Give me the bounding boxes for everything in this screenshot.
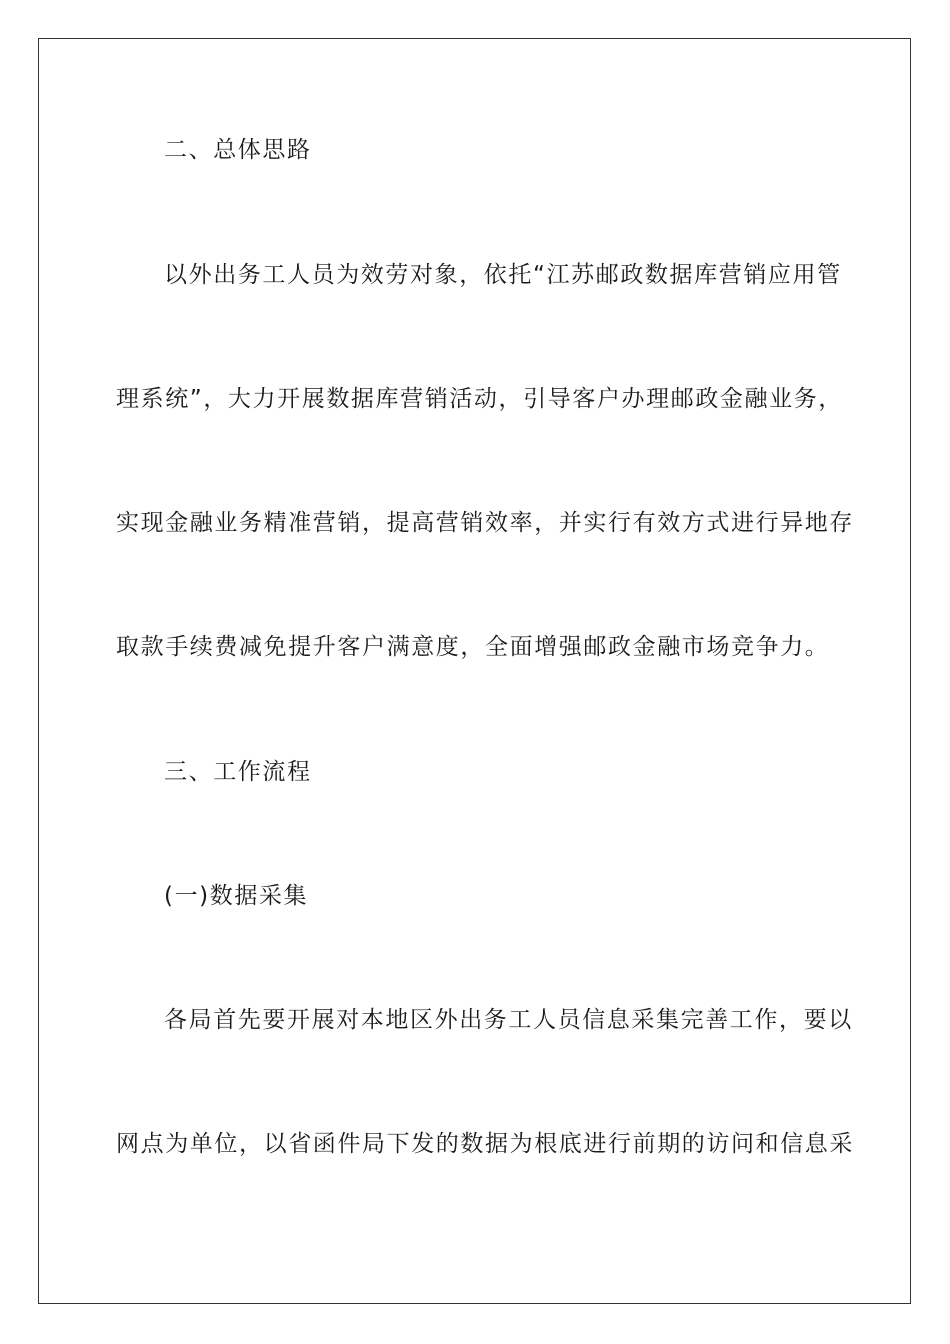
section-heading-2: 二、总体思路 (164, 137, 312, 163)
paragraph-line: 各局首先要开展对本地区外出务工人员信息采集完善工作，要以 (164, 1007, 853, 1033)
paragraph-line: 以外出务工人员为效劳对象，依托“江苏邮政数据库营销应用管 (164, 262, 842, 288)
page-border (38, 38, 911, 1304)
paragraph-line: 取款手续费减免提升客户满意度，全面增强邮政金融市场竞争力。 (116, 634, 830, 660)
paragraph-line: 网点为单位，以省函件局下发的数据为根底进行前期的访问和信息采 (116, 1131, 854, 1157)
paragraph-line: 理系统”，大力开展数据库营销活动，引导客户办理邮政金融业务， (116, 386, 843, 412)
paragraph-line: 实现金融业务精准营销，提高营销效率，并实行有效方式进行异地存 (116, 510, 854, 536)
section-heading-3: 三、工作流程 (164, 759, 312, 785)
subsection-heading: (一)数据采集 (164, 883, 309, 909)
